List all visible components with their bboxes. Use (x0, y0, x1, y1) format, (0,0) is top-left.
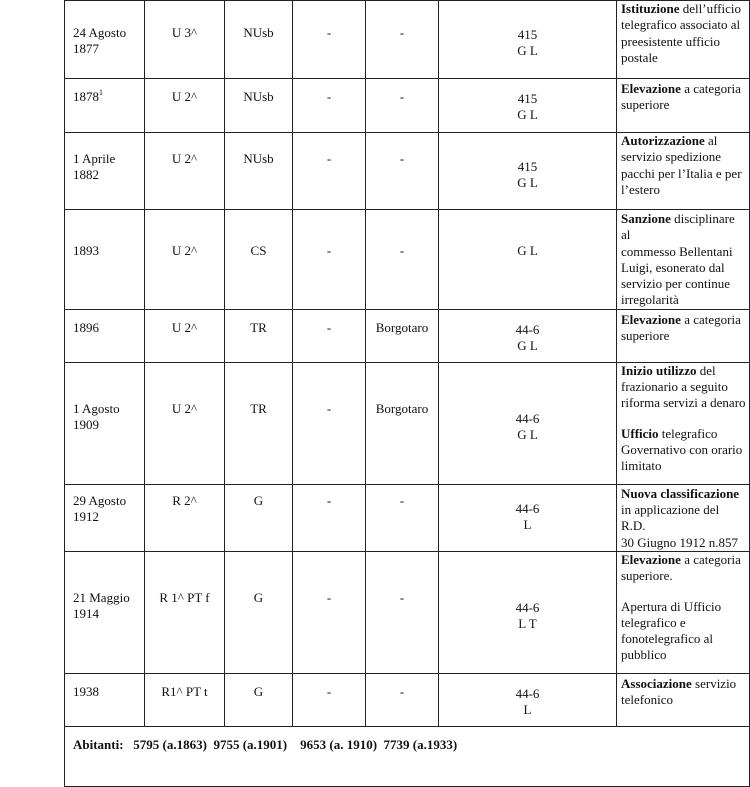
description-keyword: Elevazione (621, 311, 681, 327)
table-row (65, 484, 750, 551)
type-cell: TR (225, 309, 293, 362)
description-line: servizio spedizione (621, 149, 721, 165)
date-cell (65, 1, 145, 79)
column-4-cell: - (293, 1, 366, 79)
description-line: superiore. (621, 568, 673, 584)
column-4-cell: - (293, 551, 366, 673)
code-line: 44-6 (515, 599, 540, 615)
description-line: servizio per continue (621, 276, 731, 292)
code-cell (439, 673, 617, 726)
footnote-marker: 1 (99, 88, 103, 97)
date-line: 1914 (73, 605, 99, 621)
location-cell: Borgotaro (366, 362, 439, 484)
type-cell: G (225, 551, 293, 673)
date-line: 21 Maggio (73, 589, 130, 605)
date-cell (65, 362, 145, 484)
type-cell: NUsb (225, 79, 293, 133)
date-line: 1 Aprile (73, 151, 116, 166)
description-line: postale (621, 49, 658, 65)
code-line: 44-6 (515, 321, 540, 337)
code-cell (439, 210, 617, 310)
description-keyword: Autorizzazione (621, 133, 705, 148)
population-row (65, 726, 750, 786)
location-cell: - (366, 79, 439, 133)
column-4-cell: - (293, 133, 366, 210)
description-line: Elevazione a categoria (621, 311, 741, 327)
code-cell (439, 309, 617, 362)
column-4-cell: - (293, 309, 366, 362)
location-cell: Borgotaro (366, 309, 439, 362)
description-line: Elevazione a categoria (621, 551, 741, 567)
column-4-cell: - (293, 484, 366, 551)
code-line: G L (517, 426, 538, 442)
table-row (65, 79, 750, 133)
date-cell (65, 673, 145, 726)
location-cell: - (366, 551, 439, 673)
description-line: Ufficio telegrafico (621, 425, 718, 441)
table-row (65, 210, 750, 310)
description-keyword: Sanzione (621, 211, 671, 226)
table-row (65, 1, 750, 79)
date-line: 1912 (73, 508, 99, 524)
code-cell (439, 1, 617, 79)
location-cell: - (366, 133, 439, 210)
description-line: l’estero (621, 181, 660, 197)
description-line: Inizio utilizzo del (621, 362, 716, 378)
date-cell (65, 210, 145, 310)
description-line: telegrafico e (621, 614, 686, 630)
location-cell: - (366, 1, 439, 79)
description-line: irregolarità (621, 292, 679, 308)
description-line: Autorizzazione al (621, 133, 718, 148)
description-line: frazionario a seguito (621, 379, 728, 395)
description-line: Luigi, esonerato dal (621, 259, 725, 275)
category-cell: U 2^ (145, 309, 225, 362)
date-cell (65, 551, 145, 673)
code-cell (439, 133, 617, 210)
category-cell: U 2^ (145, 210, 225, 310)
code-line: L (523, 701, 532, 717)
description-line: Governativo con orario (621, 441, 743, 457)
description-line: limitato (621, 458, 662, 474)
code-line: 415 (517, 91, 538, 106)
date-line: 1 Agosto (73, 400, 120, 416)
description-line: preesistente ufficio (621, 33, 721, 49)
description-keyword: Ufficio (621, 425, 659, 441)
description-cell (617, 309, 750, 362)
description-line: Elevazione a categoria (621, 81, 741, 96)
code-line: 415 (517, 159, 538, 174)
category-cell: R 1^ PT f (145, 551, 225, 673)
code-line: G L (517, 107, 538, 122)
code-line: G L (517, 175, 538, 190)
description-line: telefonico (621, 692, 673, 708)
code-cell (439, 79, 617, 133)
description-keyword: Istituzione (621, 1, 680, 16)
table-row (65, 673, 750, 726)
date-cell (65, 79, 145, 133)
code-cell (439, 362, 617, 484)
description-line: fonotelegrafico al (621, 631, 714, 647)
description-line: superiore (621, 97, 670, 113)
description-keyword: Nuova classificazione (621, 485, 740, 501)
code-line: 44-6 (515, 500, 540, 516)
date-line: 1893 (73, 243, 99, 258)
column-4-cell: - (293, 210, 366, 310)
description-line: Sanzione disciplinare al (621, 211, 735, 243)
description-line: Apertura di Ufficio (621, 598, 722, 614)
description-keyword: Elevazione (621, 81, 681, 96)
category-cell: R1^ PT t (145, 673, 225, 726)
description-keyword: Elevazione (621, 551, 681, 567)
description-line: Associazione servizio (621, 675, 737, 691)
category-cell: R 2^ (145, 484, 225, 551)
description-cell (617, 1, 750, 79)
description-cell (617, 551, 750, 673)
date-cell (65, 133, 145, 210)
column-4-cell: - (293, 362, 366, 484)
description-line: commesso Bellentani (621, 243, 733, 259)
table-row (65, 551, 750, 673)
post-office-history-table (64, 0, 750, 787)
description-line (621, 486, 746, 502)
description-line: telegrafico associato al (621, 17, 741, 33)
description-line: 30 Giugno 1912 n.857 (621, 534, 738, 550)
date-line: 29 Agosto (73, 492, 127, 508)
code-line: 44-6 (515, 685, 540, 701)
type-cell: CS (225, 210, 293, 310)
description-line: pacchi per l’Italia e per (621, 165, 742, 181)
table-row (65, 362, 750, 484)
date-line: 1878 (73, 89, 99, 104)
date-line: 1909 (73, 416, 99, 432)
column-4-cell: - (293, 79, 366, 133)
category-cell: U 2^ (145, 133, 225, 210)
code-line: 44-6 (515, 410, 540, 426)
type-cell: TR (225, 362, 293, 484)
description-cell (617, 362, 750, 484)
location-cell: - (366, 210, 439, 310)
description-line: pubblico (621, 647, 667, 663)
date-line: 24 Agosto (73, 25, 127, 40)
column-4-cell: - (293, 673, 366, 726)
code-line: G L (517, 43, 538, 58)
description-cell (617, 133, 750, 210)
date-line: 1896 (73, 319, 99, 335)
description-cell (617, 484, 750, 551)
description-cell (617, 79, 750, 133)
category-cell: U 2^ (145, 362, 225, 484)
category-cell: U 3^ (145, 1, 225, 79)
table-row (65, 133, 750, 210)
description-line: in applicazione del R.D. (621, 502, 720, 534)
type-cell: NUsb (225, 1, 293, 79)
date-line: 1938 (73, 683, 99, 699)
type-cell: G (225, 673, 293, 726)
description-line: superiore (621, 328, 670, 344)
description-keyword: Associazione (621, 675, 692, 691)
date-line: 1877 (73, 41, 99, 56)
code-line: L (523, 516, 532, 532)
code-cell (439, 484, 617, 551)
date-line: 1882 (73, 167, 99, 182)
description-cell (617, 210, 750, 310)
location-cell: - (366, 484, 439, 551)
population-note: Abitanti: 5795 (a.1863) 9755 (a.1901) 9653 (a. 1910) 7739 (a.1933) (65, 726, 750, 786)
table-row (65, 309, 750, 362)
category-cell: U 2^ (145, 79, 225, 133)
code-line: G L (517, 337, 538, 353)
description-line: riforma servizi a denaro (621, 395, 746, 411)
description-keyword: Inizio utilizzo (621, 362, 697, 378)
code-line: L T (518, 615, 537, 631)
code-line: G L (517, 243, 538, 258)
type-cell: G (225, 484, 293, 551)
description-line: Istituzione dell’ufficio (621, 1, 741, 16)
type-cell: NUsb (225, 133, 293, 210)
code-cell (439, 551, 617, 673)
date-cell (65, 309, 145, 362)
description-cell (617, 673, 750, 726)
location-cell: - (366, 673, 439, 726)
code-line: 415 (517, 27, 538, 42)
date-cell (65, 484, 145, 551)
